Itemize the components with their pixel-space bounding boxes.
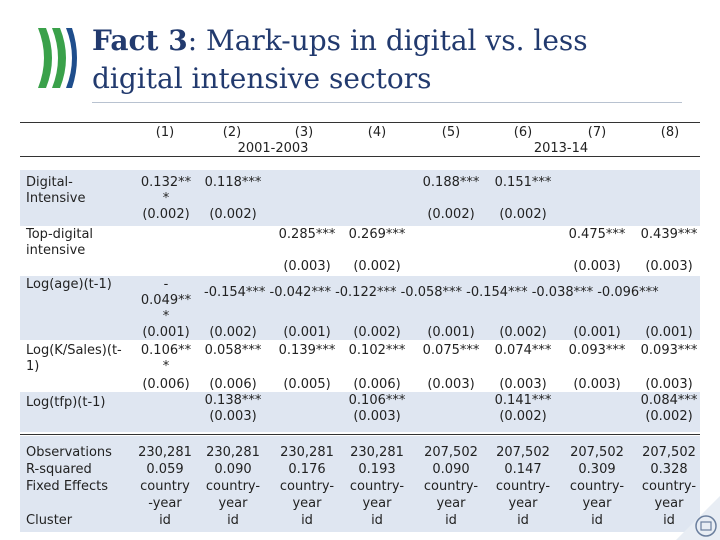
- title-line1: : Mark-ups in digital vs. less: [187, 24, 588, 57]
- cell-digital-1-se: (0.002): [142, 207, 190, 222]
- cell-age-6-se: (0.002): [499, 325, 547, 340]
- cell-ks-2: 0.058***: [204, 343, 262, 358]
- cell-fe2-6: year: [508, 496, 538, 511]
- cell-fe2-8: year: [654, 496, 684, 511]
- cell-cluster-6: id: [517, 513, 529, 528]
- col-header-5: (5): [441, 125, 461, 140]
- col-header-1: (1): [155, 125, 175, 140]
- cell-fe-6: country-: [495, 479, 551, 494]
- col-header-4: (4): [367, 125, 387, 140]
- cell-rsq-7: 0.309: [578, 462, 616, 477]
- cell-tfp-2: 0.138***: [204, 393, 262, 408]
- cell-rsq-4: 0.193: [358, 462, 396, 477]
- cell-age-8-se: (0.001): [645, 325, 693, 340]
- cell-fe2-7: year: [582, 496, 612, 511]
- cell-cluster-4: id: [371, 513, 383, 528]
- cell-fe2-3: year: [292, 496, 322, 511]
- cell-top-7: 0.475***: [568, 227, 626, 242]
- cell-ks-5: 0.075***: [422, 343, 480, 358]
- cell-digital-5: 0.188***: [422, 175, 480, 190]
- cell-obs-3: 230,281: [280, 445, 334, 460]
- row-label-top-2: intensive: [26, 243, 86, 258]
- cell-fe2-5: year: [436, 496, 466, 511]
- row-label-age: Log(age)(t-1): [26, 277, 112, 292]
- cell-ks-8: 0.093***: [640, 343, 698, 358]
- cell-ks-7-se: (0.003): [573, 377, 621, 392]
- row-label-fe: Fixed Effects: [26, 479, 109, 494]
- cell-fe2-2: year: [218, 496, 248, 511]
- cell-digital-1: 0.132**: [140, 175, 192, 190]
- row-label-top: Top-digital: [26, 227, 94, 242]
- row-label-obs: Observations: [26, 445, 112, 460]
- cell-cluster-8: id: [663, 513, 675, 528]
- cell-tfp-4: 0.106***: [348, 393, 406, 408]
- cell-cluster-2: id: [227, 513, 239, 528]
- cell-obs-5: 207,502: [424, 445, 478, 460]
- cell-tfp-2-se: (0.003): [209, 409, 257, 424]
- cell-rsq-8: 0.328: [650, 462, 688, 477]
- cell-ks-6: 0.074***: [494, 343, 552, 358]
- cell-cluster-5: id: [445, 513, 457, 528]
- cell-fe-3: country-: [279, 479, 335, 494]
- cell-cluster-3: id: [301, 513, 313, 528]
- cell-obs-6: 207,502: [496, 445, 550, 460]
- col-header-7: (7): [587, 125, 607, 140]
- cell-fe-5: country-: [423, 479, 479, 494]
- table-stats-rule: [20, 434, 700, 435]
- cell-rsq-2: 0.090: [214, 462, 252, 477]
- title-fact-label: Fact 3: [92, 24, 188, 57]
- cell-ks-7: 0.093***: [568, 343, 626, 358]
- cell-obs-2: 230,281: [206, 445, 260, 460]
- cell-digital-6-se: (0.002): [499, 207, 547, 222]
- cell-ks-3-se: (0.005): [283, 377, 331, 392]
- row-label-tfp: Log(tfp)(t-1): [26, 395, 106, 410]
- cell-age-5-se: (0.001): [427, 325, 475, 340]
- cell-fe-1: country: [140, 479, 190, 494]
- cell-top-4: 0.269***: [348, 227, 406, 242]
- cell-fe-8: country-: [641, 479, 697, 494]
- cell-cluster-1: id: [159, 513, 171, 528]
- cell-age-4-se: (0.002): [353, 325, 401, 340]
- cell-digital-1-star: *: [162, 191, 170, 206]
- cell-digital-6: 0.151***: [494, 175, 552, 190]
- cell-age-1-se: (0.001): [142, 325, 190, 340]
- cell-top-8-se: (0.003): [645, 259, 693, 274]
- cell-top-4-se: (0.002): [353, 259, 401, 274]
- band-digital: [20, 170, 700, 226]
- col-header-3: (3): [294, 125, 314, 140]
- cell-fe-2: country-: [205, 479, 261, 494]
- cell-fe-4: country-: [349, 479, 405, 494]
- title-line2: digital intensive sectors: [92, 62, 432, 95]
- corner-stamp-icon: [676, 496, 720, 540]
- cell-digital-2-se: (0.002): [209, 207, 257, 222]
- cell-fe-7: country-: [569, 479, 625, 494]
- cell-ks-4: 0.102***: [348, 343, 406, 358]
- cell-obs-4: 230,281: [350, 445, 404, 460]
- cell-ks-6-se: (0.003): [499, 377, 547, 392]
- cell-ks-4-se: (0.006): [353, 377, 401, 392]
- cell-obs-7: 207,502: [570, 445, 624, 460]
- cell-ks-1-se: (0.006): [142, 377, 190, 392]
- cell-rsq-6: 0.147: [504, 462, 542, 477]
- cell-age-3-se: (0.001): [283, 325, 331, 340]
- cell-digital-5-se: (0.002): [427, 207, 475, 222]
- col-header-8: (8): [660, 125, 680, 140]
- period-header-2013: 2013-14: [533, 141, 589, 156]
- cell-age-1-dash: -: [163, 277, 169, 292]
- cell-fe2-1: -year: [148, 496, 182, 511]
- cell-top-8: 0.439***: [640, 227, 698, 242]
- cell-ks-1-star: *: [162, 359, 170, 374]
- row-label-rsq: R-squared: [26, 462, 92, 477]
- cell-tfp-6-se: (0.002): [499, 409, 547, 424]
- cell-rsq-3: 0.176: [288, 462, 326, 477]
- row-label-ks: Log(K/Sales)(t-: [26, 343, 122, 358]
- cell-tfp-6: 0.141***: [494, 393, 552, 408]
- cell-fe2-4: year: [362, 496, 392, 511]
- row-label-digital-2: Intensive: [26, 191, 86, 206]
- cell-tfp-8-se: (0.002): [645, 409, 693, 424]
- cell-obs-8: 207,502: [642, 445, 696, 460]
- cell-age-1: 0.049**: [140, 293, 192, 308]
- cell-ks-1: 0.106**: [140, 343, 192, 358]
- col-header-6: (6): [513, 125, 533, 140]
- cell-rsq-1: 0.059: [146, 462, 184, 477]
- cell-age-2-se: (0.002): [209, 325, 257, 340]
- cell-ks-2-se: (0.006): [209, 377, 257, 392]
- cell-ks-8-se: (0.003): [645, 377, 693, 392]
- cell-age-7-se: (0.001): [573, 325, 621, 340]
- row-label-cluster: Cluster: [26, 513, 73, 528]
- cell-digital-2: 0.118***: [204, 175, 262, 190]
- cell-age-1-star: *: [162, 309, 170, 324]
- cell-tfp-4-se: (0.003): [353, 409, 401, 424]
- cell-obs-1: 230,281: [138, 445, 192, 460]
- cell-cluster-7: id: [591, 513, 603, 528]
- cell-top-3: 0.285***: [278, 227, 336, 242]
- col-header-2: (2): [222, 125, 242, 140]
- cell-rsq-5: 0.090: [432, 462, 470, 477]
- cell-tfp-8: 0.084***: [640, 393, 698, 408]
- row-label-digital: Digital-: [26, 175, 73, 190]
- cell-top-3-se: (0.003): [283, 259, 331, 274]
- cell-age-row: -0.154*** -0.042*** -0.122*** -0.058*** -0.154*** -0.038*** -0.096***: [204, 285, 659, 300]
- cell-ks-5-se: (0.003): [427, 377, 475, 392]
- table-top-rule: [20, 122, 700, 123]
- row-label-ks-2: 1): [26, 359, 40, 374]
- period-header-2001: 2001-2003: [237, 141, 309, 156]
- cell-top-7-se: (0.003): [573, 259, 621, 274]
- cell-ks-3: 0.139***: [278, 343, 336, 358]
